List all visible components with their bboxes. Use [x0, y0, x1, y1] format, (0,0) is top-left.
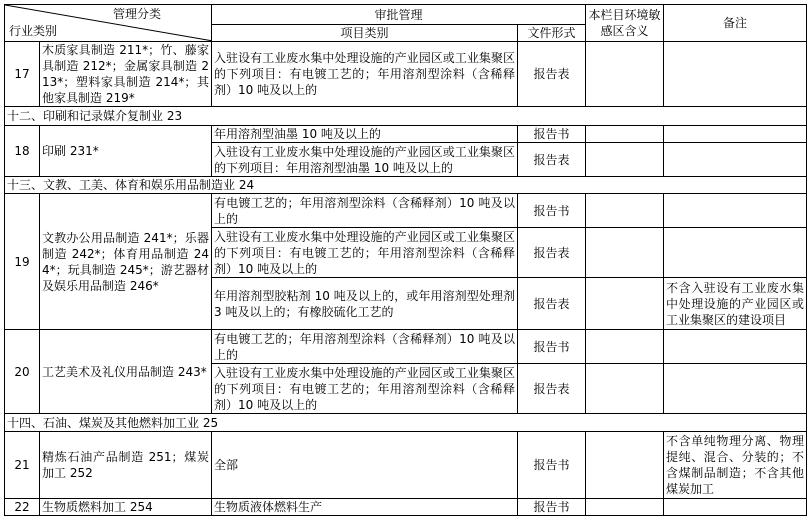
row-number: 17: [5, 42, 40, 107]
project-cell: 年用溶剂型油墨 10 吨及以上的: [212, 126, 518, 143]
industry-cell: 印刷 231*: [40, 126, 212, 177]
file-form-cell: 报告书: [518, 330, 586, 364]
industry-cell: 生物质燃料加工 254: [40, 499, 212, 516]
project-cell: 生物质液体燃料生产: [212, 499, 518, 516]
mgmt-category-label: 管理分类: [113, 7, 162, 21]
remarks-header: 备注: [664, 5, 807, 42]
industry-cell: 文教办公用品制造 241*；乐器制造 242*；体育用品制造 244*；玩具制造 245*；游艺器材及娱乐用品制造 246*: [40, 194, 212, 330]
section-title: 十四、石油、煤炭及其他燃料加工业 25: [5, 414, 807, 432]
remarks-cell: [664, 228, 807, 278]
approval-category-table: [4, 4, 807, 516]
remarks-cell: [664, 330, 807, 364]
file-form-cell: 报告表: [518, 364, 586, 414]
env-sensitive-cell: [586, 330, 664, 364]
env-sensitive-cell: [586, 432, 664, 499]
env-sensitive-cell: [586, 42, 664, 107]
project-cell: 全部: [212, 432, 518, 499]
env-sensitive-cell: [586, 126, 664, 143]
project-category-header: 项目类别: [212, 25, 518, 42]
table-row-19a: [5, 194, 807, 228]
header-row-1: [5, 5, 807, 25]
env-sensitive-cell: [586, 143, 664, 177]
project-cell: 入驻设有工业废水集中处理设施的产业园区或工业集聚区的下列项目：有电镀工艺的；年用溶剂型涂料（含稀释剂）10 吨及以上的: [212, 364, 518, 414]
section-row-14: [5, 414, 807, 432]
project-cell: 年用溶剂型胶粘剂 10 吨及以上的，或年用溶剂型处理剂 3 吨及以上的；有橡胶硫化工艺的: [212, 278, 518, 330]
project-cell: 有电镀工艺的；年用溶剂型涂料（含稀释剂）10 吨及以上的: [212, 330, 518, 364]
approval-mgmt-header: 审批管理: [212, 5, 586, 25]
project-cell: 入驻设有工业废水集中处理设施的产业园区或工业集聚区的下列项目：年用溶剂型油墨 10 吨及以上的: [212, 143, 518, 177]
file-form-cell: 报告书: [518, 432, 586, 499]
env-sensitive-cell: [586, 228, 664, 278]
section-row-13: [5, 177, 807, 194]
industry-cell: 精炼石油产品制造 251；煤炭加工 252: [40, 432, 212, 499]
table-row-20a: [5, 330, 807, 364]
remarks-cell: [664, 499, 807, 516]
file-form-cell: 报告表: [518, 228, 586, 278]
row-number: 21: [5, 432, 40, 499]
remarks-cell: [664, 364, 807, 414]
file-form-cell: 报告表: [518, 278, 586, 330]
industry-category-label: 行业类别: [9, 24, 58, 38]
env-sensitive-cell: [586, 278, 664, 330]
remarks-cell: 不含单纯物理分离、物理提纯、混合、分装的；不含煤制品制造；不含其他煤炭加工: [664, 432, 807, 499]
remarks-cell: [664, 194, 807, 228]
remarks-cell: [664, 126, 807, 143]
diagonal-header-cell: [5, 5, 212, 42]
row-number: 22: [5, 499, 40, 516]
file-form-header: 文件形式: [518, 25, 586, 42]
row-number: 19: [5, 194, 40, 330]
table-row-21: [5, 432, 807, 499]
industry-cell: 工艺美术及礼仪用品制造 243*: [40, 330, 212, 414]
row-number: 18: [5, 126, 40, 177]
env-sensitive-header: 本栏目环境敏感区含义: [586, 5, 664, 42]
env-sensitive-cell: [586, 499, 664, 516]
remarks-cell: [664, 143, 807, 177]
file-form-cell: 报告表: [518, 42, 586, 107]
section-title: 十二、印刷和记录媒介复制业 23: [5, 107, 807, 126]
remarks-cell: [664, 42, 807, 107]
env-sensitive-cell: [586, 364, 664, 414]
project-cell: 入驻设有工业废水集中处理设施的产业园区或工业集聚区的下列项目：有电镀工艺的；年用溶剂型涂料（含稀释剂）10 吨及以上的: [212, 228, 518, 278]
file-form-cell: 报告表: [518, 143, 586, 177]
industry-cell: 木质家具制造 211*；竹、藤家具制造 212*；金属家具制造 213*；塑料家具制造 214*；其他家具制造 219*: [40, 42, 212, 107]
table-row-17: [5, 42, 807, 107]
env-sensitive-cell: [586, 194, 664, 228]
row-number: 20: [5, 330, 40, 414]
table-row-18a: [5, 126, 807, 143]
section-row-12: [5, 107, 807, 126]
file-form-cell: 报告书: [518, 499, 586, 516]
file-form-cell: 报告书: [518, 194, 586, 228]
remarks-cell: 不含入驻设有工业废水集中处理设施的产业园区或工业集聚区的建设项目: [664, 278, 807, 330]
project-cell: 有电镀工艺的；年用溶剂型涂料（含稀释剂）10 吨及以上的: [212, 194, 518, 228]
table-row-22: [5, 499, 807, 516]
section-title: 十三、文教、工美、体育和娱乐用品制造业 24: [5, 177, 807, 194]
project-cell: 入驻设有工业废水集中处理设施的产业园区或工业集聚区的下列项目：有电镀工艺的；年用溶剂型涂料（含稀释剂）10 吨及以上的: [212, 42, 518, 107]
file-form-cell: 报告书: [518, 126, 586, 143]
